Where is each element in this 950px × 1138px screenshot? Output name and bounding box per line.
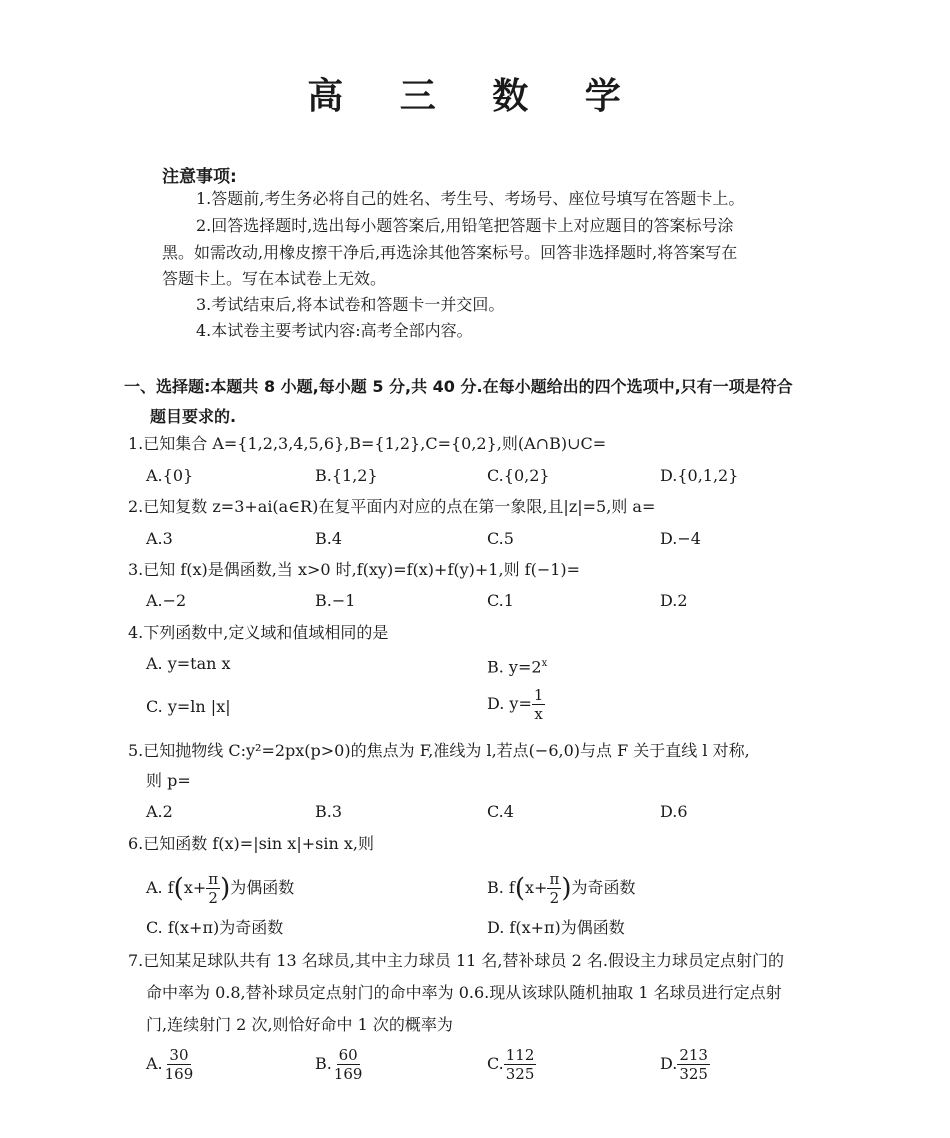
- q5-option-b: B.3: [315, 802, 343, 821]
- question-2-stem: 2.已知复数 z=3+ai(a∈R)在复平面内对应的点在第一象限,且|z|=5,则 a=: [128, 497, 656, 516]
- question-6-stem: 6.已知函数 f(x)=|sin x|+sin x,则: [128, 834, 374, 853]
- q1-option-a: A.{0}: [146, 466, 194, 485]
- q7-option-a: A. $\frac{30}{169}$: [146, 1046, 194, 1083]
- q3-option-d: D.2: [660, 591, 688, 610]
- notice-line-6: 4.本试卷主要考试内容:高考全部内容。: [196, 321, 473, 340]
- q3-option-c: C.1: [487, 591, 514, 610]
- q3-option-a: A.−2: [146, 591, 187, 610]
- question-7-line-3: 门,连续射门 2 次,则恰好命中 1 次的概率为: [146, 1015, 453, 1034]
- question-3-stem: 3.已知 f(x)是偶函数,当 x>0 时,f(xy)=f(x)+f(y)+1,则 f(−1)=: [128, 560, 581, 579]
- question-5-stem-line-2: 则 p=: [146, 771, 191, 790]
- fraction: $\frac{30}{169}$: [164, 1046, 194, 1083]
- fraction: $\frac{60}{169}$: [333, 1046, 363, 1083]
- notice-line-2: 2.回答选择题时,选出每小题答案后,用铅笔把答题卡上对应题目的答案标号涂: [196, 216, 734, 235]
- q1-option-d: D.{0,1,2}: [660, 466, 739, 485]
- question-1-stem: 1.已知集合 A={1,2,3,4,5,6},B={1,2},C={0,2},则(A∩B)∪C=: [128, 434, 607, 453]
- q1-option-b: B.{1,2}: [315, 466, 378, 485]
- q7-option-c: C. $\frac{112}{325}$: [487, 1046, 535, 1083]
- fraction: $\frac{\pi}{2}$: [549, 870, 560, 907]
- page-title: 高 三 数 学: [307, 76, 643, 117]
- q7-option-d: D. $\frac{213}{325}$: [660, 1046, 708, 1083]
- question-5-stem-line-1: 5.已知抛物线 C:y²=2px(p>0)的焦点为 F,准线为 l,若点(−6,0)与点 F 关于直线 l 对称,: [128, 741, 750, 760]
- q6-option-b: B. f(x+ $\frac{\pi}{2}$ )为奇函数: [487, 870, 636, 907]
- q6-option-c: C. f(x+π)为奇函数: [146, 918, 284, 937]
- q2-option-d: D.−4: [660, 529, 701, 548]
- fraction: $\frac{213}{325}$: [679, 1046, 708, 1083]
- fraction: $\frac{\pi}{2}$: [208, 870, 219, 907]
- question-7-line-1: 7.已知某足球队共有 13 名球员,其中主力球员 11 名,替补球员 2 名.假设主力球员定点射门的: [128, 951, 784, 970]
- q2-option-c: C.5: [487, 529, 514, 548]
- notice-line-3: 黑。如需改动,用橡皮擦干净后,再选涂其他答案标号。回答非选择题时,将答案写在: [162, 243, 738, 262]
- q3-option-b: B.−1: [315, 591, 356, 610]
- question-7-line-2: 命中率为 0.8,替补球员定点射门的命中率为 0.6.现从该球队随机抽取 1 名球员进行定点射: [146, 983, 782, 1002]
- notice-heading: 注意事项:: [162, 167, 237, 187]
- q4-option-c: C. y=ln |x|: [146, 697, 231, 716]
- fraction: $\frac{1}{x}$: [533, 686, 544, 723]
- notice-line-5: 3.考试结束后,将本试卷和答题卡一并交回。: [196, 295, 505, 314]
- q5-option-c: C.4: [487, 802, 514, 821]
- fraction: $\frac{112}{325}$: [505, 1046, 535, 1083]
- q2-option-a: A.3: [146, 529, 173, 548]
- q5-option-a: A.2: [146, 802, 173, 821]
- q7-option-b: B. $\frac{60}{169}$: [315, 1046, 363, 1083]
- q4-option-b: B. $y=2^x$: [487, 657, 548, 677]
- question-4-stem: 4.下列函数中,定义域和值域相同的是: [128, 623, 389, 642]
- section-header-line-1: 一、选择题:本题共 8 小题,每小题 5 分,共 40 分.在每小题给出的四个选项中,只有一项是符合: [124, 377, 793, 396]
- notice-line-4: 答题卡上。写在本试卷上无效。: [162, 269, 387, 288]
- q4-option-d: D. y= $\frac{1}{x}$: [487, 686, 544, 723]
- q2-option-b: B.4: [315, 529, 343, 548]
- q6-option-a: A. f(x+ $\frac{\pi}{2}$ )为偶函数: [146, 870, 295, 907]
- q1-option-c: C.{0,2}: [487, 466, 550, 485]
- notice-line-1: 1.答题前,考生务必将自己的姓名、考生号、考场号、座位号填写在答题卡上。: [196, 189, 745, 208]
- q5-option-d: D.6: [660, 802, 688, 821]
- q4-option-a: A. y=tan x: [146, 654, 231, 673]
- q6-option-d: D. f(x+π)为偶函数: [487, 918, 625, 937]
- section-header-line-2: 题目要求的.: [150, 407, 237, 426]
